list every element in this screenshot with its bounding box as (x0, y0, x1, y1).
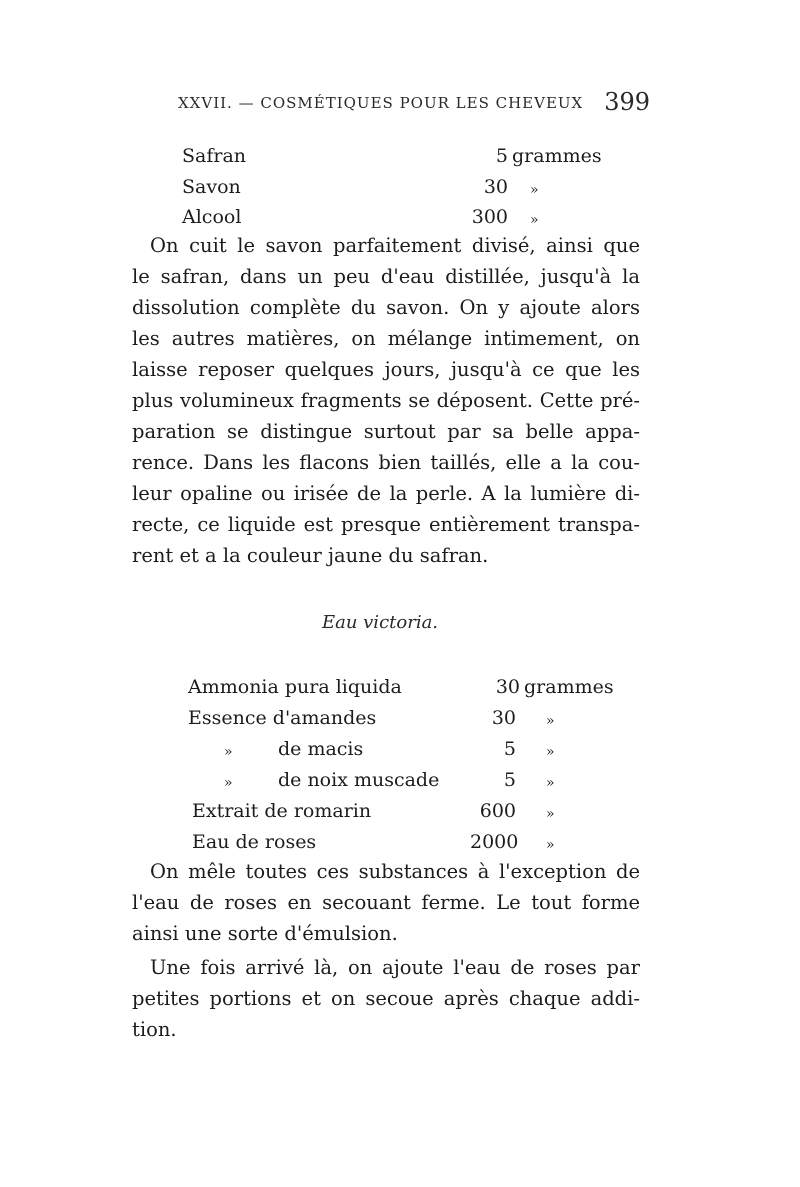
ingredient-name: Extrait de romarin (192, 800, 372, 822)
text-line: paration se distingue surtout par sa belle appa- (132, 420, 640, 443)
text-line: le safran, dans un peu d'eau distillée, jusqu'à la (132, 265, 640, 288)
text-line: petites portions et on secoue après chaque addi- (132, 987, 640, 1010)
ingredient-name: Safran (182, 145, 247, 167)
text-line: ainsi une sorte d'émulsion. (132, 922, 398, 945)
ingredient-name: Alcool (182, 206, 242, 228)
ditto-mark: » (546, 775, 555, 791)
ingredient-quantity: 30 (495, 676, 520, 698)
ingredient-quantity: 30 (483, 176, 508, 198)
ingredient-quantity: 600 (479, 800, 516, 822)
ingredient-quantity: 5 (503, 769, 516, 791)
text-line: leur opaline ou irisée de la perle. A la lumière di- (132, 482, 640, 505)
text-line: dissolution complète du savon. On y ajoute alors (132, 296, 640, 319)
ditto-mark: » (546, 713, 555, 729)
paragraph (132, 230, 640, 571)
text-line: plus volumineux fragments se déposent. Cette pré- (132, 389, 640, 412)
section-subtitle: Eau victoria. (321, 612, 439, 633)
text-line: recte, ce liquide est presque entièrement transpa- (132, 513, 640, 536)
ditto-mark: » (224, 775, 233, 791)
text-line: On cuit le savon parfaitement divisé, ainsi que (150, 234, 640, 257)
ingredient-name: Essence d'amandes (188, 707, 377, 729)
ingredient-name: Ammonia pura liquida (188, 676, 402, 698)
text-line: On mêle toutes ces substances à l'exception de (150, 860, 640, 883)
paragraph (132, 856, 640, 949)
ditto-mark: » (530, 182, 539, 198)
paragraph (132, 952, 640, 1045)
ingredient-unit: grammes (512, 145, 602, 167)
ingredient-quantity: 5 (503, 738, 516, 760)
ingredient-unit: grammes (524, 676, 614, 698)
ingredient-quantity: 300 (471, 206, 508, 228)
text-line: les autres matières, on mélange intimement, on (132, 327, 640, 350)
ingredient-name: de macis (278, 738, 364, 760)
text-line: l'eau de roses en secouant ferme. Le tout forme (132, 891, 640, 914)
ditto-mark: » (546, 837, 555, 853)
ingredient-quantity: 5 (495, 145, 508, 167)
ditto-mark: » (546, 744, 555, 760)
ditto-mark: » (546, 806, 555, 822)
text-line: rent et a la couleur jaune du safran. (132, 544, 489, 567)
ingredient-quantity: 2000 (470, 831, 519, 853)
page-number: 399 (604, 88, 650, 116)
ditto-mark: » (530, 212, 539, 228)
text-line: tion. (132, 1018, 177, 1041)
chapter-title: XXVII. — COSMÉTIQUES POUR LES CHEVEUX (178, 94, 584, 112)
ditto-mark: » (224, 744, 233, 760)
text-line: Une fois arrivé là, on ajoute l'eau de roses par (150, 956, 640, 979)
ingredient-name: Eau de roses (192, 831, 317, 853)
text-line: rence. Dans les flacons bien taillés, elle a la cou- (132, 451, 640, 474)
text-line: laisse reposer quelques jours, jusqu'à ce que les (132, 358, 640, 381)
ingredient-name: Savon (182, 176, 241, 198)
running-header (178, 88, 650, 120)
ingredient-name: de noix muscade (278, 769, 440, 791)
ingredient-quantity: 30 (491, 707, 516, 729)
